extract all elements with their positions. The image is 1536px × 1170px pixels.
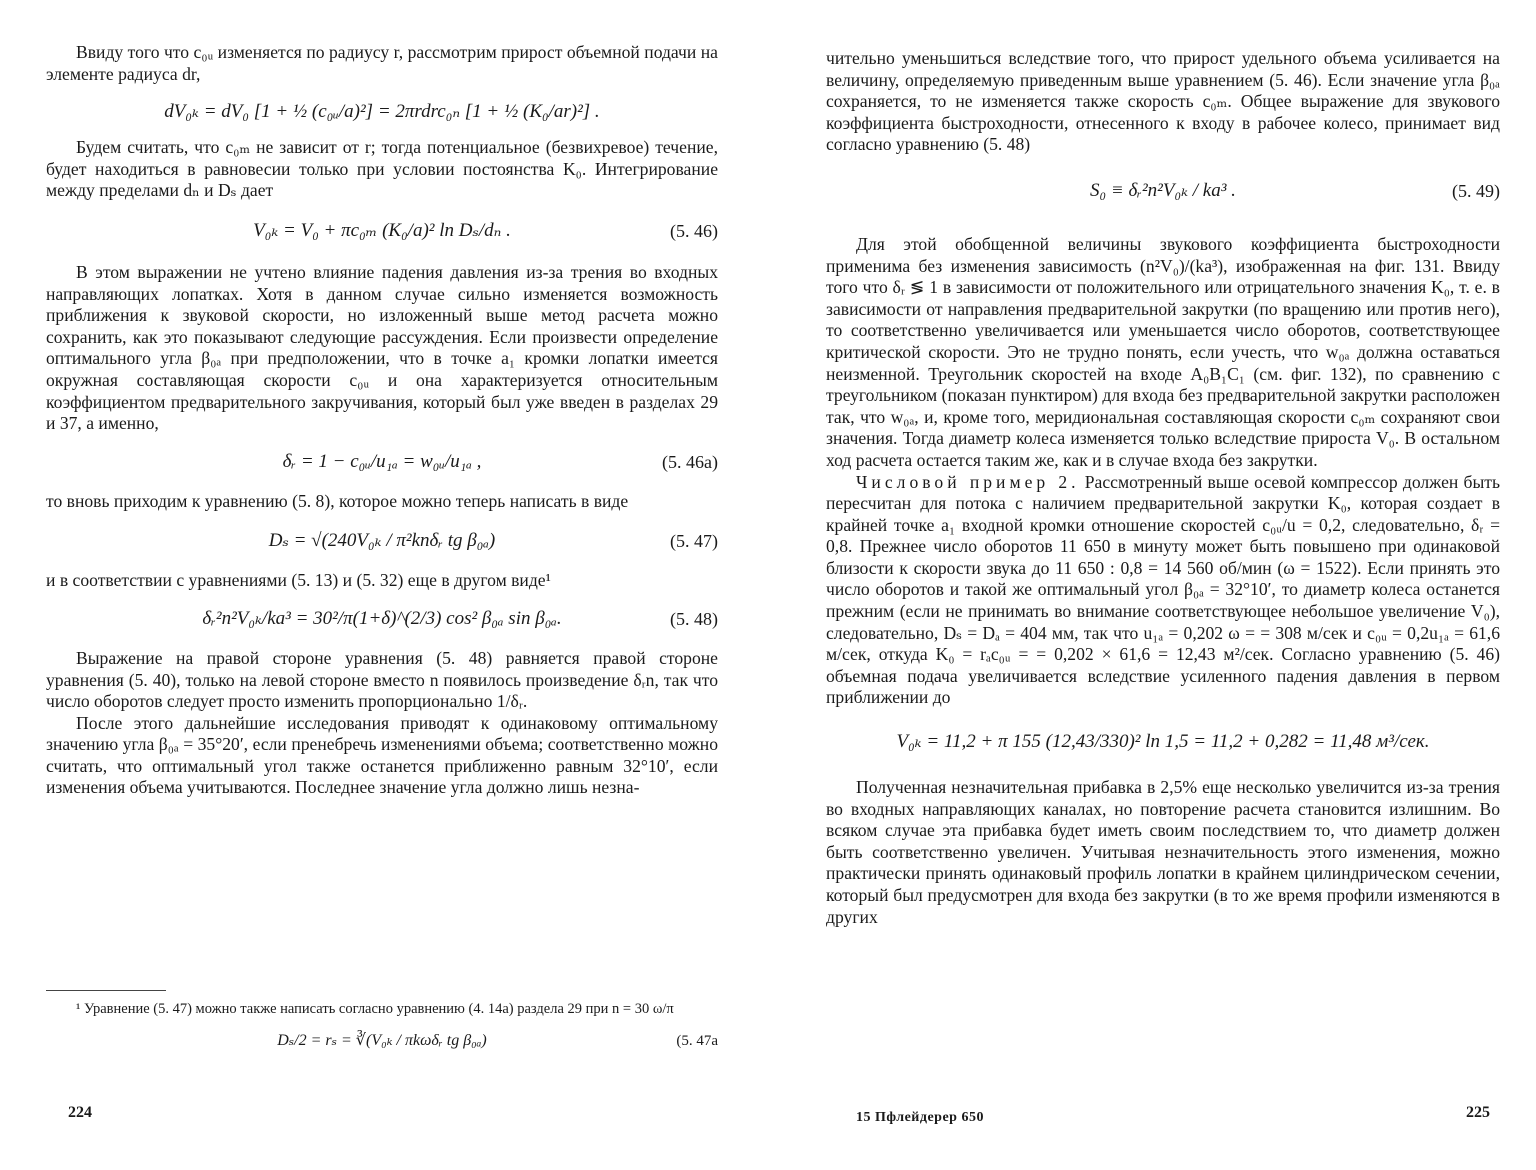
left-page bbox=[46, 0, 718, 1170]
paragraph: Для этой обобщенной величины звукового коэффициента быстроходности применима без изменения зависимость (n²V₀)/(ka³), изображенная на фиг. 131. Ввиду того что δᵣ ≶ 1 в зависимости от положительного или отрицательного значения K₀, т. е. в зависимости от направления предварительной закрутки (по вращению или против него), то соответственно увеличивается или уменьшается число оборотов, соответствующее критической скорости. Это не трудно понять, если учесть, что w₀ₐ должна оставаться неизменной. Треугольник скоростей на входе A₀B₁C₁ (см. фиг. 132), по сравнению с треугольником (показан пунктиром) для входа без предварительной закрутки расположен так, что w₀ₐ, и, кроме того, меридиональная составляющая скорости c₀ₘ сохраняют свои значения. Тогда диаметр колеса изменяется только вследствие прироста V₀. В остальном ход расчета остается таким же, как и в случае входа без закрутки. bbox=[826, 233, 1500, 470]
paragraph: Выражение на правой стороне уравнения (5. 48) равняется правой стороне уравнения (5. 40), только на левой стороне вместо n появилось произведение δᵣn, так что число оборотов следует просто изменить пропорционально 1/δᵣ. bbox=[46, 647, 718, 712]
equation-number: (5. 46а) bbox=[662, 451, 718, 472]
signature-mark: 15 Пфлейдерер 650 bbox=[856, 1110, 984, 1125]
paragraph: Ввиду того что c₀ᵤ изменяется по радиусу r, рассмотрим прирост объемной подачи на элементе радиуса dr, bbox=[46, 42, 718, 84]
page-number: 225 bbox=[1466, 1104, 1490, 1121]
page-number: 224 bbox=[68, 1104, 92, 1121]
equation-number: (5. 47а bbox=[676, 1033, 718, 1049]
equation-number: (5. 48) bbox=[670, 608, 718, 629]
footnote-rule bbox=[46, 990, 166, 991]
formula-5-47: Dₛ = √(240V₀ₖ / π²knδᵣ tg β₀ₐ) (5. 47) bbox=[46, 526, 718, 556]
footnote: ¹ Уравнение (5. 47) можно также написать согласно уравнению (4. 14а) раздела 29 при n = 30 ω/π bbox=[76, 1001, 674, 1017]
paragraph: В этом выражении не учтено влияние падения давления из-за трения во входных направляющих лопатках. Хотя в данном случае сильно изменяется возможность приближения к звуковой скорости, но изложенный выше метод расчета можно сохранить, как это показывают следующие рассуждения. Если произвести определение оптимального угла β₀ₐ при предположении, что в точке a₁ кромки лопатки имеется окружная составляющая скорости c₀ᵤ и она характеризуется относительным коэффициентом предварительного закручивания, который был уже введен в разделах 29 и 37, а именно, bbox=[46, 261, 718, 434]
equation-number: (5. 46) bbox=[670, 220, 718, 241]
paragraph: После этого дальнейшие исследования приводят к одинаковому оптимальному значению угла β₀ₐ = 35°20′, если пренебречь изменениями объема; соответственно можно считать, что оптимальный угол также останется приближенно равным 32°10′, если изменения объема учитываются. Последнее значение угла должно лишь незна- bbox=[46, 712, 718, 798]
formula-5-48: δᵣ²n²V₀ₖ/ka³ = 30²/π(1+δ)^(2/3) cos² β₀ₐ sin β₀ₐ. (5. 48) bbox=[46, 604, 718, 634]
formula-dV0K: dV₀ₖ = dV₀ [1 + ½ (c₀ᵤ/a)²] = 2πrdrc₀ₙ [1 + ½ (K₀/ar)²] . bbox=[164, 101, 600, 123]
paragraph: чительно уменьшиться вследствие того, что прирост удельного объема усиливается на величину, определяемую приведенным выше уравнением (5. 46). Если значение угла β₀ₐ сохраняется, то не изменяется также скорость c₀ₘ. Общее выражение для звукового коэффициента быстроходности, отнесенного к входу в рабочее колесо, принимает вид согласно уравнению (5. 48) bbox=[826, 48, 1500, 155]
footnote-formula-5-47a: Dₛ/2 = rₛ = ∛(V₀ₖ / πkωδᵣ tg β₀ₐ) (5. 47а bbox=[46, 1026, 718, 1056]
paragraph: то вновь приходим к уравнению (5. 8), которое можно теперь написать в виде bbox=[46, 490, 629, 511]
formula-5-46: V₀ₖ = V₀ + πc₀ₘ (K₀/a)² ln Dₛ/dₙ . (5. 46) bbox=[46, 216, 718, 246]
equation-number: (5. 47) bbox=[670, 531, 718, 552]
paragraph: Будем считать, что c₀ₘ не зависит от r; тогда потенциальное (безвихревое) течение, будет находиться в равновесии только при условии постоянства K₀. Интегрирование между пределами dₙ и Dₛ дает bbox=[46, 137, 718, 201]
paragraph: Числовой пример 2. Рассмотренный выше осевой компрессор должен быть пересчитан для потока с наличием предварительной закрутки K₀, которая создает в крайней точке a₁ входной кромки отношение скоростей c₀ᵤ/u = 0,2, следовательно, δᵣ = 0,8. Прежнее число оборотов 11 650 в минуту может быть повышено при одинаковой близости к скорости звука до 11 650 : 0,8 = 14 560 об/мин (ω = 1522). Если принять это число оборотов и такой же оптимальный угол β₀ₐ = 32°10′, то диаметр колеса останется прежним (если не принимать во внимание соответствующее небольшое увеличение V₀), следовательно, Dₛ = Dₐ = 404 мм, так что u₁ₐ = 0,202 ω = = 308 м/сек и c₀ᵤ = 0,2u₁ₐ = 61,6 м/сек, откуда K₀ = rₐc₀ᵤ = = 0,202 × 61,6 = 12,43 м²/сек. Согласно уравнению (5. 46) объемная подача увеличивается вследствие усиленного падения давления в первом приближении до bbox=[826, 471, 1500, 708]
formula-v0k-numeric: V₀ₖ = 11,2 + π 155 (12,43/330)² ln 1,5 = 11,2 + 0,282 = 11,48 м³/сек. bbox=[896, 731, 1430, 753]
formula-5-46a: δᵣ = 1 − c₀ᵤ/u₁ₐ = w₀ᵤ/u₁ₐ , (5. 46а) bbox=[46, 447, 718, 477]
formula-5-49: S₀ ≡ δᵣ²n²V₀ₖ / ka³ . (5. 49) bbox=[826, 176, 1500, 206]
example-heading: Числовой пример 2. bbox=[856, 471, 1080, 492]
right-page bbox=[826, 0, 1500, 1170]
paragraph: и в соответствии с уравнениями (5. 13) и (5. 32) еще в другом виде¹ bbox=[46, 570, 551, 591]
equation-number: (5. 49) bbox=[1452, 180, 1500, 201]
paragraph: Полученная незначительная прибавка в 2,5% еще несколько увеличится из-за трения во входных направляющих каналах, но повторение расчета становится излишним. Во всяком случае эта прибавка будет иметь своим последствием то, что диаметр должен быть соответственно увеличен. Учитывая незначительность этого изменения, можно практически принять одинаковый профиль лопатки в крайнем цилиндрическом сечении, который был предусмотрен для входа без закрутки (в то же время профили изменяются в других bbox=[826, 777, 1500, 927]
